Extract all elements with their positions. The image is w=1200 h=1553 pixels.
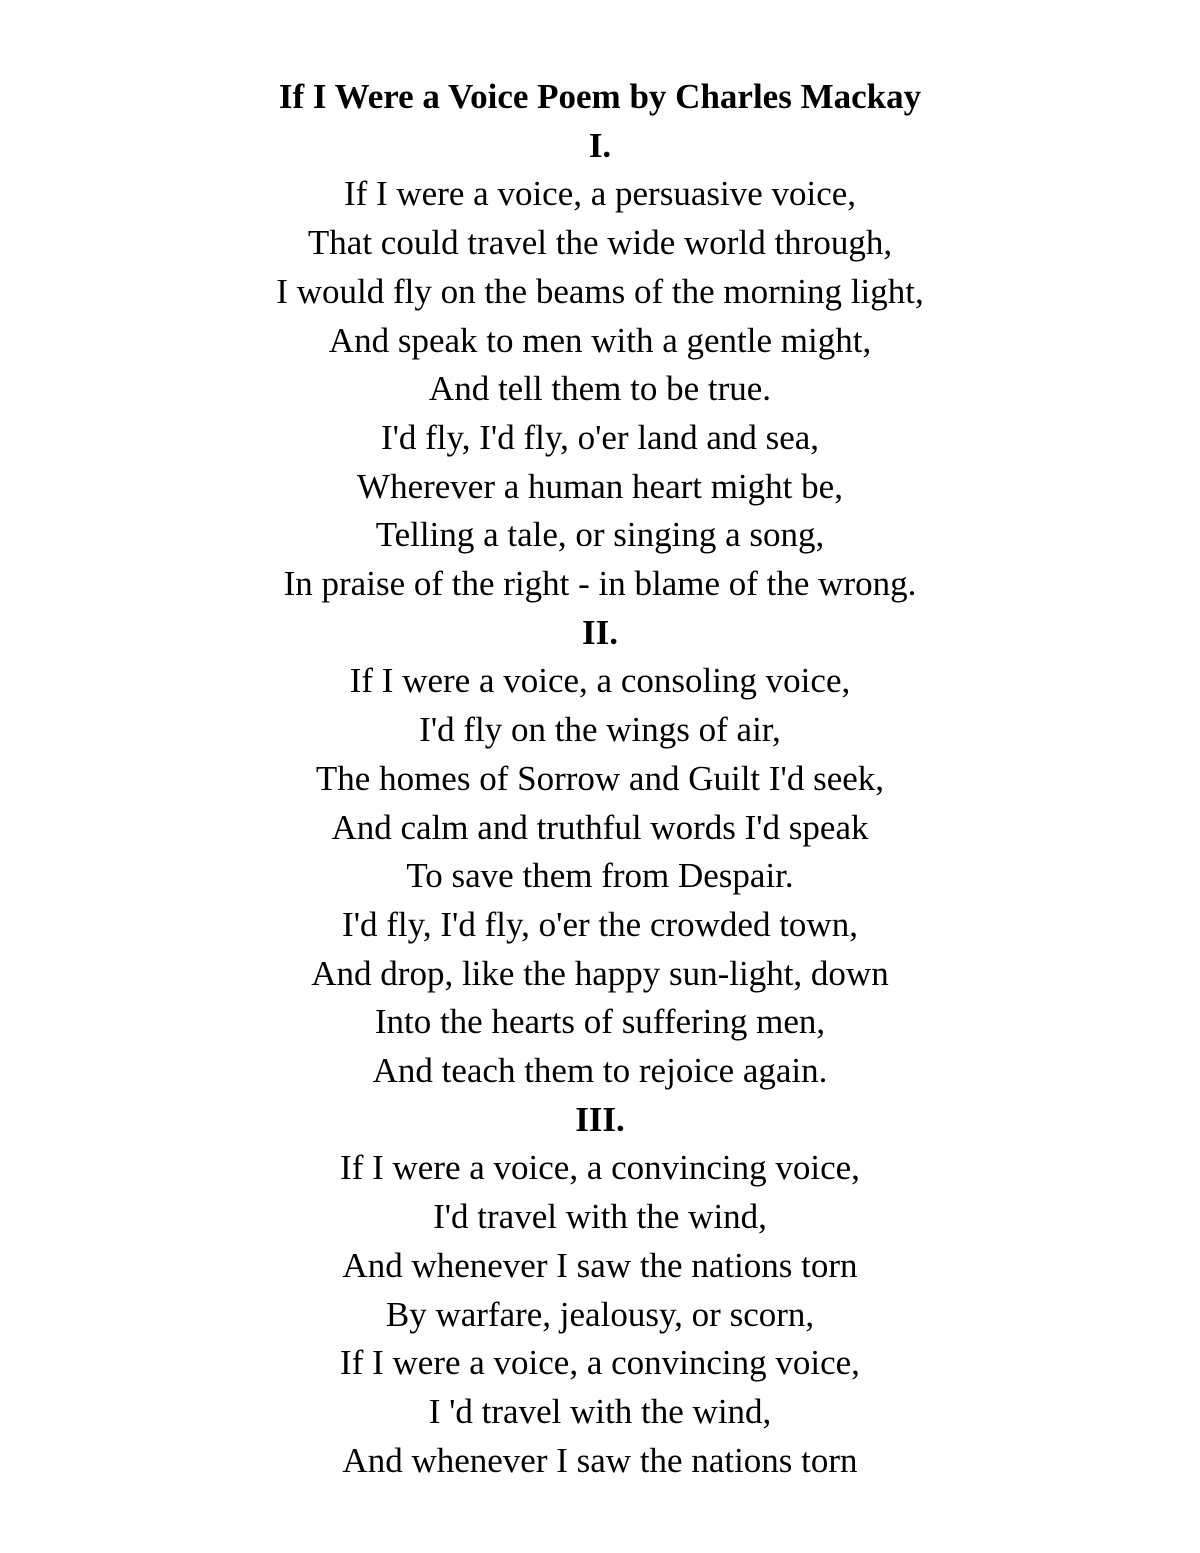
poem-line: That could travel the wide world through, bbox=[307, 223, 893, 263]
poem-line: Wherever a human heart might be, bbox=[357, 466, 843, 506]
poem-line: By warfare, jealousy, or scorn, bbox=[385, 1294, 815, 1334]
poem-line: To save them from Despair. bbox=[406, 856, 794, 896]
stanza-numeral: III. bbox=[575, 1099, 625, 1139]
stanza-2 bbox=[0, 609, 1200, 1096]
poem-line: And speak to men with a gentle might, bbox=[328, 320, 872, 360]
poem-line: And tell them to be true. bbox=[428, 369, 772, 409]
poem-line: Telling a tale, or singing a song, bbox=[375, 515, 825, 555]
poem-line: I'd fly on the wings of air, bbox=[419, 710, 781, 750]
poem-line: I'd fly, I'd fly, o'er land and sea, bbox=[380, 417, 820, 457]
poem-line: If I were a voice, a convincing voice, bbox=[340, 1343, 860, 1383]
poem-line: And drop, like the happy sun-light, down bbox=[311, 953, 889, 993]
poem-line: I'd travel with the wind, bbox=[433, 1197, 767, 1237]
poem-line: If I were a voice, a convincing voice, bbox=[340, 1148, 860, 1188]
poem-line: I'd fly, I'd fly, o'er the crowded town, bbox=[342, 904, 858, 944]
poem-line: If I were a voice, a consoling voice, bbox=[349, 661, 851, 701]
poem-line: I 'd travel with the wind, bbox=[428, 1391, 772, 1431]
poem-line: And teach them to rejoice again. bbox=[372, 1051, 828, 1091]
poem-line: In praise of the right - in blame of the wrong. bbox=[283, 564, 917, 604]
stanza-1 bbox=[0, 122, 1200, 609]
poem-line: I would fly on the beams of the morning light, bbox=[276, 271, 924, 311]
stanza-numeral: I. bbox=[588, 125, 612, 165]
poem-line: And calm and truthful words I'd speak bbox=[331, 807, 869, 847]
poem-line: The homes of Sorrow and Guilt I'd seek, bbox=[315, 758, 885, 798]
poem-line: Into the hearts of suffering men, bbox=[374, 1002, 826, 1042]
poem-line: And whenever I saw the nations torn bbox=[342, 1440, 858, 1480]
poem-line: If I were a voice, a persuasive voice, bbox=[343, 174, 857, 214]
stanza-3 bbox=[0, 1096, 1200, 1486]
poem-title: If I Were a Voice Poem by Charles Mackay bbox=[278, 77, 922, 116]
poem-page bbox=[0, 73, 1200, 1485]
poem-line: And whenever I saw the nations torn bbox=[342, 1245, 858, 1285]
stanza-numeral: II. bbox=[582, 612, 618, 652]
